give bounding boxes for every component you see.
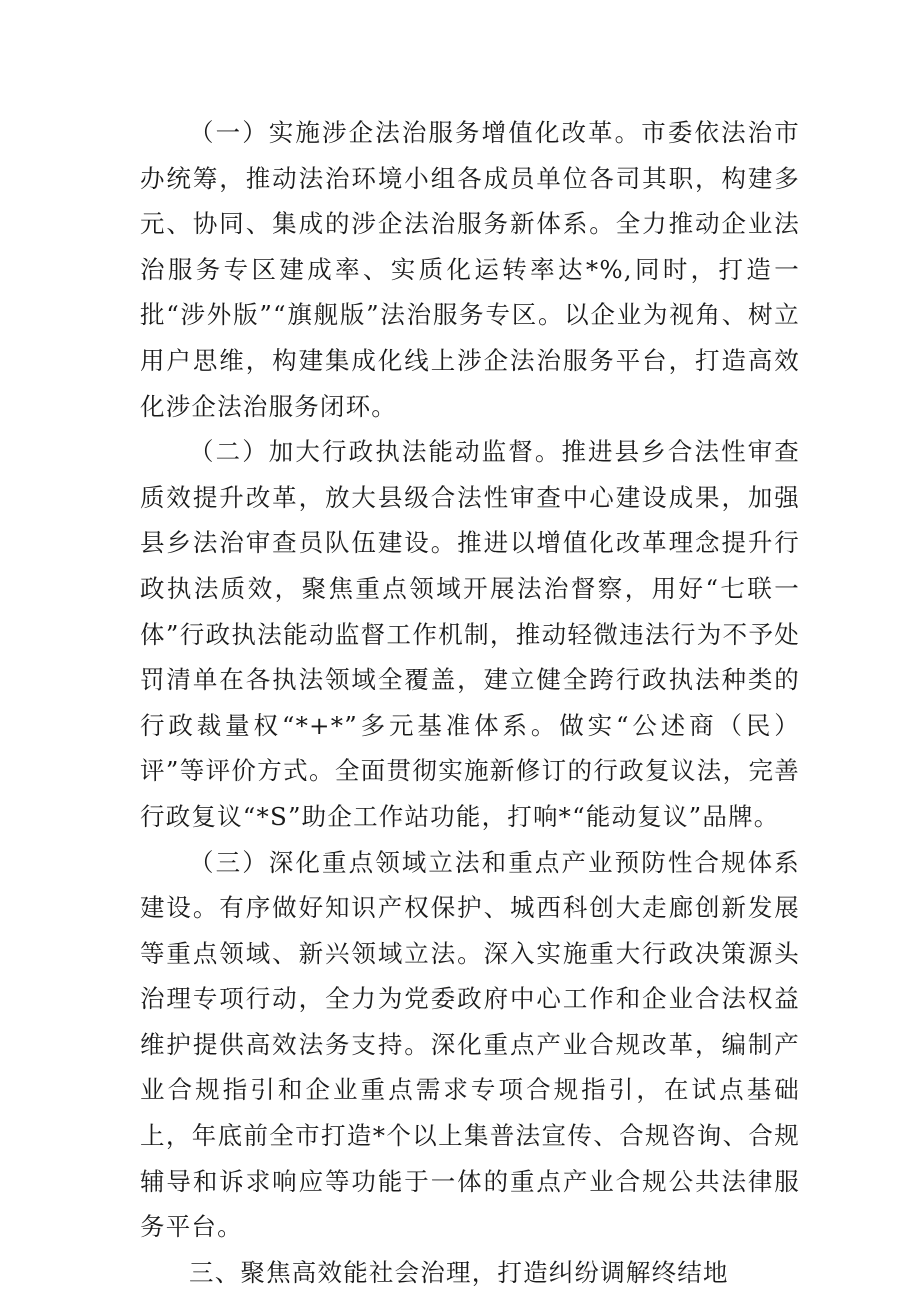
section-heading: 三、聚焦高效能社会治理，打造纠纷调解终结地 (189, 1257, 729, 1287)
paragraph-2: （二）加大行政执法能动监督。推进县乡合法性审查质效提升改革，放大县级合法性审查中心建设成果，加强县乡法治审查员队伍建设。推进以增值化改革理念提升行政执法质效，聚焦重点领域开展法治督察，用好“七联一体”行政执法能动监督工作机制，推动轻微违法行为不予处罚清单在各执法领域全覆盖，建立健全跨行政执法种类的行政裁量权“*+*”多元基准体系。做实“公述商（民）评”等评价方式。全面贯彻实施新修订的行政复议法，完善行政复议“*S”助企工作站功能，打响*“能动复议”品牌。 (140, 437, 800, 831)
paragraph-1: （一）实施涉企法治服务增值化改革。市委依法治市办统筹，推动法治环境小组各成员单位各司其职，构建多元、协同、集成的涉企法治服务新体系。全力推动企业法治服务专区建成率、实质化运转率达*%,同时，打造一批“涉外版”“旗舰版”法治服务专区。以企业为视角、树立用户思维，构建集成化线上涉企法治服务平台，打造高效化涉企法治服务闭环。 (140, 118, 800, 421)
document-body (140, 110, 800, 1295)
paragraph-3: （三）深化重点领域立法和重点产业预防性合规体系建设。有序做好知识产权保护、城西科创大走廊创新发展等重点领域、新兴领域立法。深入实施重大行政决策源头治理专项行动，全力为党委政府中心工作和企业合法权益维护提供高效法务支持。深化重点产业合规改革，编制产业合规指引和企业重点需求专项合规指引，在试点基础上，年底前全市打造*个以上集普法宣传、合规咨询、合规辅导和诉求响应等功能于一体的重点产业合规公共法律服务平台。 (140, 847, 800, 1242)
